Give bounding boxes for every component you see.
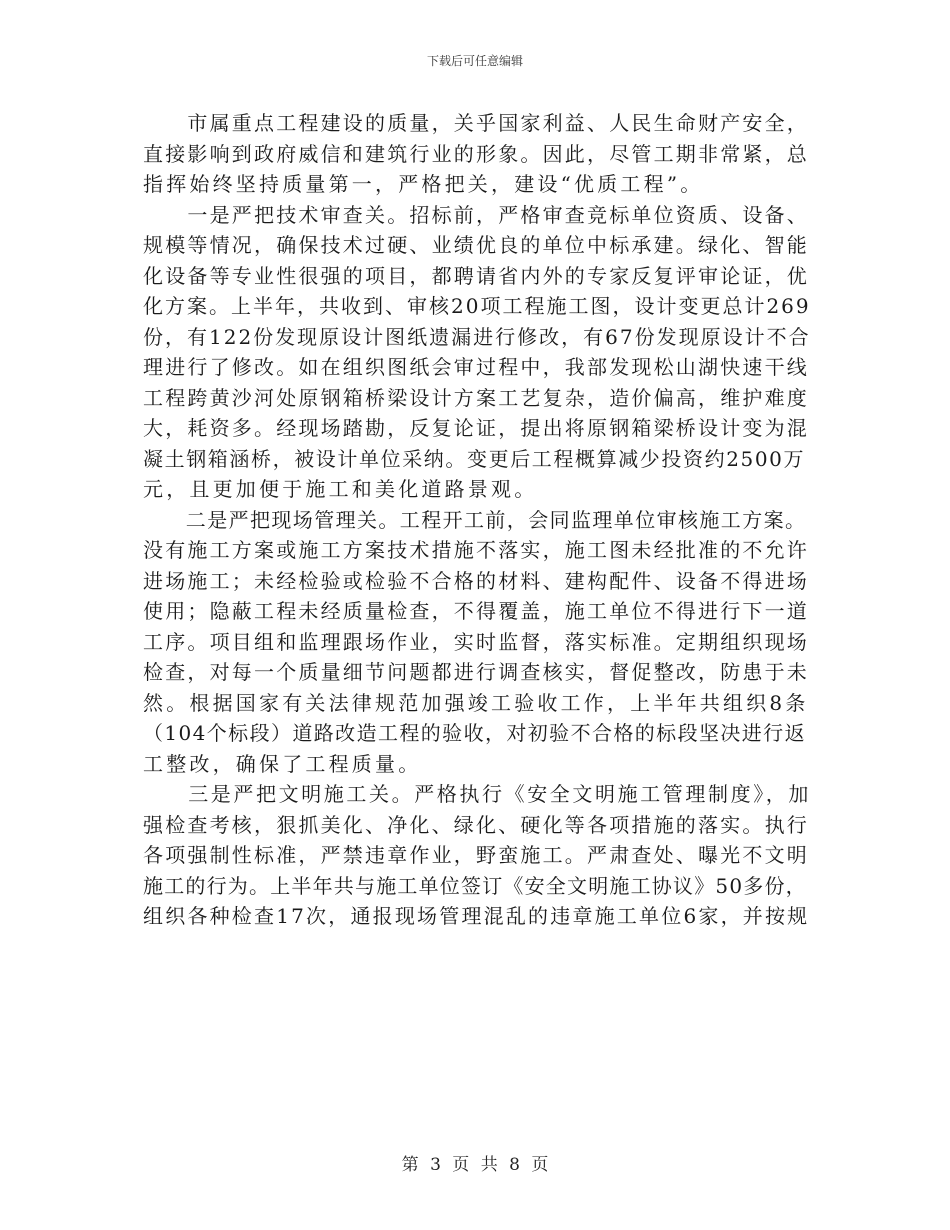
text-line: 元，且更加便于施工和美化道路景观。 (143, 477, 538, 501)
text-line: 份，有122份发现原设计图纸遗漏进行修改，有67份发现原设计不合 (143, 324, 811, 349)
text-line: 凝土钢箱涵桥，被设计单位采纳。变更后工程概算减少投资约2500万 (143, 446, 806, 471)
text-line: 指挥始终坚持质量第一，严格把关，建设“优质工程”。 (143, 172, 704, 196)
text-line: 一是严把技术审查关。招标前，严格审查竞标单位资质、设备、 (143, 202, 809, 227)
text-line: 工程跨黄沙河处原钢箱桥梁设计方案工艺复杂，造价偏高，维护难度 (143, 385, 809, 410)
text-line: 工整改，确保了工程质量。 (143, 751, 422, 776)
text-line: 三是严把文明施工关。严格执行《安全文明施工管理制度》，加 (143, 782, 811, 806)
text-line: 工序。项目组和监理跟场作业，实时监督，落实标准。定期组织现场 (143, 629, 809, 654)
page-header: 下载后可任意编辑 (426, 54, 523, 68)
text-line: 施工的行为。上半年共与施工单位签订《安全文明施工协议》50多份， (143, 873, 807, 898)
text-line: 没有施工方案或施工方案技术措施不落实，施工图未经批准的不允许 (143, 538, 809, 562)
text-line: 使用；隐蔽工程未经质量检查，不得覆盖，施工单位不得进行下一道 (143, 599, 809, 623)
text-line: 然。根据国家有关法律规范加强竣工验收工作，上半年共组织8条 (143, 690, 809, 715)
text-line: 规模等情况，确保技术过硬、业绩优良的单位中标承建。绿化、智能 (143, 233, 809, 257)
text-line: 强检查考核，狠抓美化、净化、绿化、硬化等各项措施的落实。执行 (143, 812, 809, 837)
text-line: 化方案。上半年，共收到、审核20项工程施工图，设计变更总计269 (143, 294, 811, 318)
text-line: 进场施工；未经检验或检验不合格的材料、建构配件、设备不得进场 (143, 568, 809, 593)
text-line: 组织各种检查17次，通报现场管理混乱的违章施工单位6家，并按规 (143, 904, 810, 928)
page-number: 第 3 页 共 8 页 (401, 1155, 549, 1175)
text-line: 市属重点工程建设的质量，关乎国家利益、人民生命财产安全， (143, 111, 809, 135)
text-line: 大，耗资多。经现场踏勘，反复论证，提出将原钢箱梁桥设计变为混 (143, 416, 809, 440)
text-line: （104个标段）道路改造工程的验收，对初验不合格的标段坚决进行返 (143, 721, 806, 745)
text-line: 化设备等专业性很强的项目，都聘请省内外的专家反复评审论证，优 (143, 263, 809, 288)
text-line: 检查，对每一个质量细节问题都进行调查核实，督促整改，防患于未 (143, 660, 809, 684)
text-line: 理进行了修改。如在组织图纸会审过程中，我部发现松山湖快速干线 (143, 355, 809, 379)
text-line: 各项强制性标准，严禁违章作业，野蛮施工。严肃查处、曝光不文明 (143, 843, 809, 867)
text-line: 二是严把现场管理关。工程开工前，会同监理单位审核施工方案。 (143, 507, 807, 532)
text-line: 直接影响到政府威信和建筑行业的形象。因此，尽管工期非常紧，总 (143, 141, 809, 166)
document-body (143, 108, 811, 932)
